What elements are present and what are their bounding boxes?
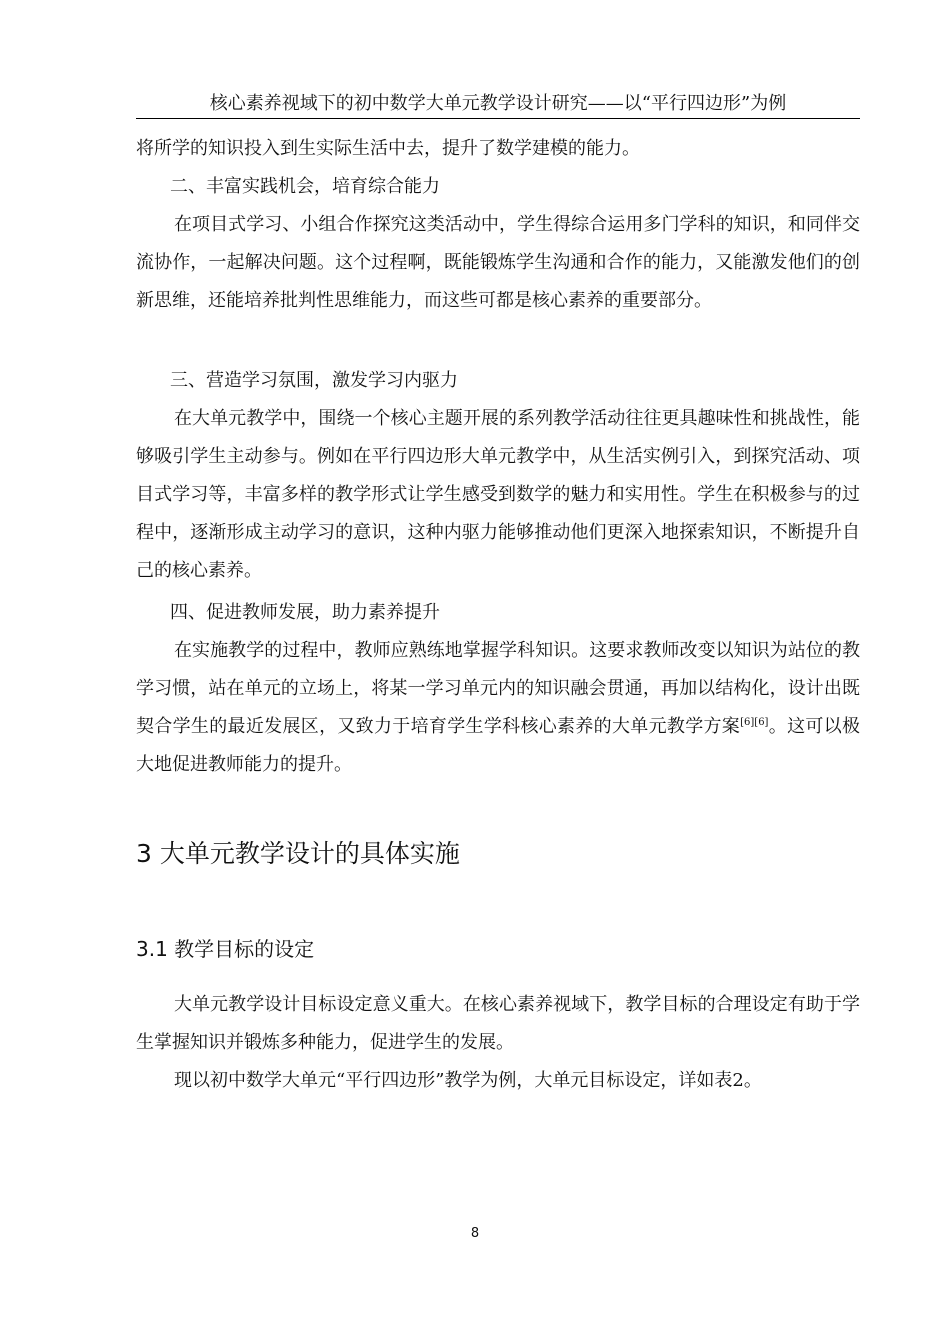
running-header: 核心素养视域下的初中数学大单元教学设计研究——以“平行四边形”为例 (209, 93, 787, 114)
paragraph-text: 在实施教学的过程中，教师应熟练地掌握学科知识。这要求教师改变以知识为站位的教学习惯，站在单元的立场上，将某一学习单元内的知识融会贯通，再加以结构化，设计出既契合学生的最近发展区，又致力于培育学生学科核心素养的大单元教学方案 (136, 640, 860, 737)
continuation-paragraph: 将所学的知识投入到生实际生活中去，提升了数学建模的能力。 (136, 138, 640, 159)
subsection-heading: 3.1 教学目标的设定 (136, 937, 315, 961)
citation-reference[interactable]: [6][6] (740, 717, 769, 728)
subheading-enrich-practice: 二、丰富实践机会，培育综合能力 (170, 176, 440, 197)
paragraph-text-end: 。这可以极大地促进教师能力的提升。 (136, 716, 861, 775)
paragraph-learning-atmosphere: 在大单元教学中，围绕一个核心主题开展的系列教学活动往往更具趣味性和挑战性，能够吸引学生主动参与。例如在平行四边形大单元教学中，从生活实例引入，到探究活动、项目式学习等，丰富多样的教学形式让学生感受到数学的魅力和实用性。学生在积极参与的过程中，逐渐形成主动学习的意识，这种内驱力能够推动他们更深入地探索知识，不断提升自己的核心素养。 (136, 408, 860, 581)
section-heading: 3 大单元教学设计的具体实施 (136, 839, 460, 868)
page-number: 8 (470, 1226, 480, 1241)
subheading-teacher-development: 四、促进教师发展，助力素养提升 (170, 602, 440, 623)
paragraph-teacher-development (136, 632, 860, 784)
header-rule (136, 118, 860, 119)
subheading-learning-atmosphere: 三、营造学习氛围，激发学习内驱力 (170, 370, 458, 391)
paragraph-table-reference: 现以初中数学大单元“平行四边形”教学为例，大单元目标设定，详如表2。 (174, 1070, 762, 1091)
paragraph-goal-setting: 大单元教学设计目标设定意义重大。在核心素养视域下，教学目标的合理设定有助于学生掌握知识并锻炼多种能力，促进学生的发展。 (136, 994, 860, 1053)
paragraph-enrich-practice: 在项目式学习、小组合作探究这类活动中，学生得综合运用多门学科的知识，和同伴交流协作，一起解决问题。这个过程啊，既能锻炼学生沟通和合作的能力，又能激发他们的创新思维，还能培养批判性思维能力，而这些可都是核心素养的重要部分。 (136, 214, 860, 311)
